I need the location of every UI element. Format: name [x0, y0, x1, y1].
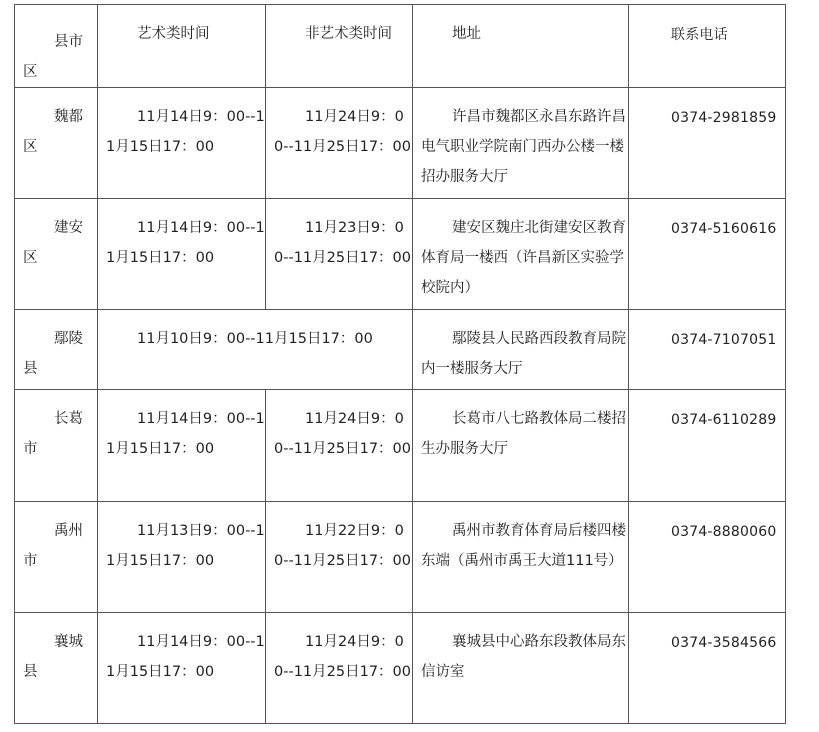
art-time: 11月14日9：00--11月15日17：00 — [106, 220, 265, 266]
art-time: 11月14日9：00--11月15日17：00 — [106, 109, 265, 155]
table-row — [15, 310, 786, 390]
address: 长葛市八七路教体局二楼招生办服务大厅 — [421, 411, 626, 457]
header-cell-county — [15, 5, 98, 88]
nonart-time: 11月24日9：00--11月25日17：00 — [274, 634, 411, 680]
header-cell-art-time — [98, 5, 266, 88]
table-row — [15, 199, 786, 310]
header-cell-nonart-time — [266, 5, 413, 88]
county-name: 襄城县 — [23, 634, 83, 680]
art-time: 11月14日9：00--11月15日17：00 — [106, 634, 265, 680]
table-row — [15, 502, 786, 613]
county-name: 长葛市 — [23, 411, 83, 457]
header-nonart-time-label: 非艺术类时间 — [305, 26, 392, 42]
header-art-time-label: 艺术类时间 — [137, 26, 210, 42]
header-cell-phone — [629, 5, 786, 88]
nonart-time: 11月24日9：00--11月25日17：00 — [274, 411, 411, 457]
phone-number: 0374-8880060 — [671, 524, 777, 540]
address: 襄城县中心路东段教体局东信访室 — [421, 634, 626, 680]
phone-number: 0374-7107051 — [671, 332, 777, 348]
table-row — [15, 613, 786, 724]
county-name: 禹州市 — [23, 523, 83, 569]
nonart-time: 11月24日9：00--11月25日17：00 — [274, 109, 411, 155]
address: 鄢陵县人民路西段教育局院内一楼服务大厅 — [421, 331, 626, 377]
art-time: 11月14日9：00--11月15日17：00 — [106, 411, 265, 457]
address: 建安区魏庄北街建安区教育体育局一楼西（许昌新区实验学校院内） — [421, 220, 626, 296]
address: 许昌市魏都区永昌东路许昌电气职业学院南门西办公楼一楼招办服务大厅 — [421, 109, 626, 185]
nonart-time: 11月23日9：00--11月25日17：00 — [274, 220, 411, 266]
header-county-label: 县市区 — [23, 34, 83, 80]
phone-number: 0374-6110289 — [671, 412, 777, 428]
header-phone-label: 联系电话 — [671, 27, 728, 43]
phone-number: 0374-5160616 — [671, 221, 777, 237]
address: 禹州市教育体育局后楼四楼东端（禹州市禹王大道111号） — [421, 523, 626, 569]
header-address-label: 地址 — [452, 26, 481, 42]
table-row — [15, 88, 786, 199]
header-row — [15, 5, 786, 88]
county-name: 鄢陵县 — [23, 331, 83, 377]
nonart-time: 11月22日9：00--11月25日17：00 — [274, 523, 411, 569]
registration-table — [14, 4, 786, 724]
header-cell-address — [413, 5, 629, 88]
table-row — [15, 390, 786, 502]
phone-number: 0374-2981859 — [671, 110, 777, 126]
phone-number: 0374-3584566 — [671, 635, 777, 651]
county-name: 魏都区 — [23, 109, 83, 155]
art-time: 11月13日9：00--11月15日17：00 — [106, 523, 265, 569]
county-name: 建安区 — [23, 220, 83, 266]
merged-time: 11月10日9：00--11月15日17：00 — [137, 331, 373, 347]
